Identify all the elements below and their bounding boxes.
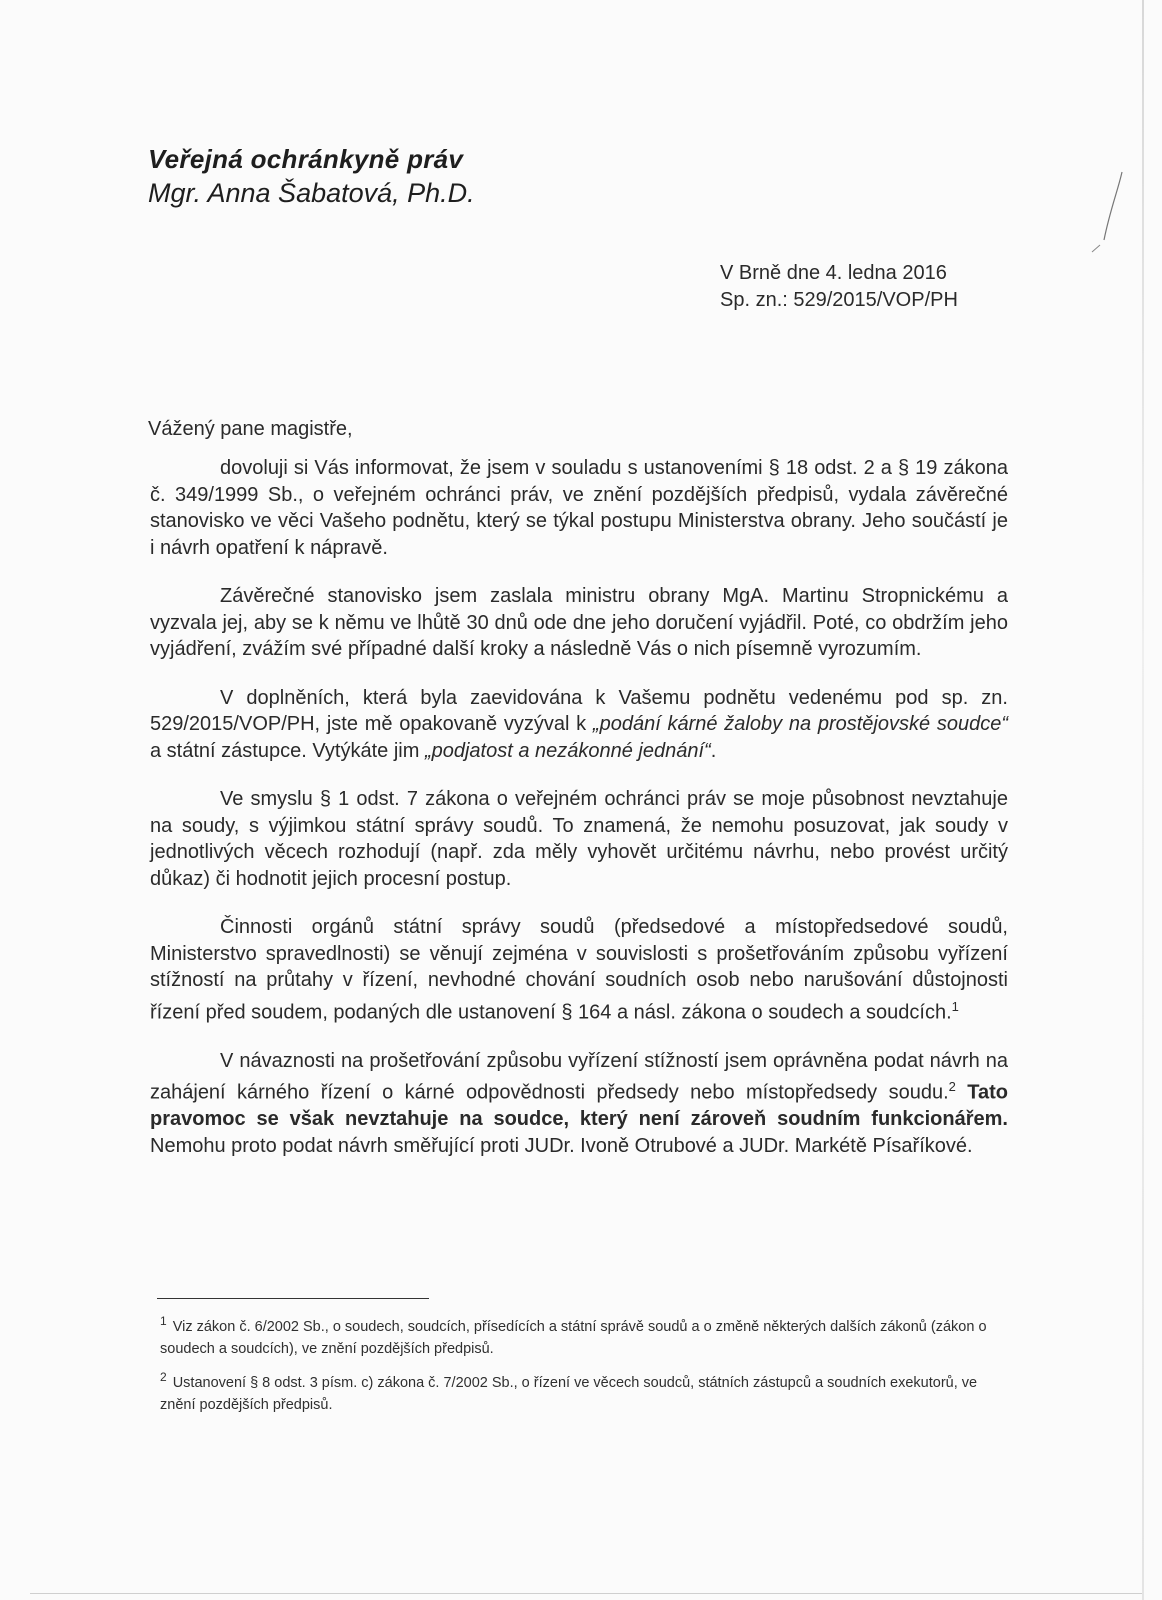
file-number: Sp. zn.: 529/2015/VOP/PH [720,289,958,311]
footnote-number: 1 [160,1314,167,1328]
paragraph-3-text-a: V doplněních, která byla zaevidována k Vašemu podnětu vedenému pod sp. zn. 529/2015/VOP/PH, jste mě opakovaně vyzýval k [150,686,1008,735]
paragraph-3-text-b: a státní zástupce. Vytýkáte jim [150,739,425,762]
footnote-ref-1: 1 [951,998,959,1014]
scan-edge-bottom [30,1593,1142,1594]
date-line: V Brně dne 4. ledna 2016 [720,262,947,284]
footnotes [160,1310,1010,1422]
paragraph-3-text-c: . [710,739,717,762]
footnote-text: Ustanovení § 8 odst. 3 písm. c) zákona č. 7/2002 Sb., o řízení ve věcech soudců, státních zástupců a soudních exekutorů, ve znění pozdějších předpisů. [160,1374,978,1413]
letterhead [148,143,475,211]
footnote-text: Viz zákon č. 6/2002 Sb., o soudech, soudcích, přísedících a státní správě soudů a o změně některých dalších zákonů (zákon o soudech a soudcích), ve znění pozdějších předpisů. [160,1318,987,1357]
paragraph-5-text: Činnosti orgánů státní správy soudů (předsedové a místopředsedové soudů, Ministerstvo spravedlnosti) se věnují zejména v souvislosti s prošetřováním způsobu vyřízení stížností na průtahy v řízení, nevhodné chování soudních osob nebo narušování důstojnosti řízení před soudem, podaných dle ustanovení § 164 a násl. zákona o soudech a soudcích. [150,916,1008,1024]
paragraph-1: dovoluji si Vás informovat, že jsem v souladu s ustanoveními § 18 odst. 2 a § 19 zákona č. 349/1999 Sb., o veřejném ochránci práv, ve znění pozdějších předpisů, vydala závěrečné stanovisko ve věci Vašeho podnětu, který se týkal postupu Ministerstva obrany. Jeho součástí je i návrh opatření k nápravě. [150,457,1008,559]
paragraph-6 [150,1048,1008,1160]
office-title: Veřejná ochránkyně práv [148,144,464,174]
paragraph-2: Závěrečné stanovisko jsem zaslala ministru obrany MgA. Martinu Stropnickému a vyzvala jej, aby se k němu ve lhůtě 30 dnů ode dne jeho doručení vyjádřil. Poté, co obdržím jeho vyjádření, zvážím své případné další kroky a následně Vás o nich písemně vyrozumím. [150,585,1008,660]
letter-body [150,455,1008,1159]
paragraph-6-bold: Tato pravomoc se však nevztahuje na soudce, který není zároveň soudním funkcionářem. [150,1081,1008,1131]
official-name: Mgr. Anna Šabatová, Ph.D. [148,178,475,208]
footnote-number: 2 [160,1369,167,1384]
footnote-ref-2: 2 [948,1079,956,1095]
footnote-divider [157,1298,429,1299]
paragraph-6-text-a: V návaznosti na prošetřování způsobu vyřízení stížností jsem oprávněna podat návrh na zahájení kárného řízení o kárné odpovědnosti předsedy nebo místopředsedy soudu. [150,1049,1008,1104]
footnote-2 [160,1366,1010,1416]
paragraph-5 [150,914,1008,1026]
quote-complaint-2: „podjatost a nezákonné jednání“ [424,739,711,762]
paragraph-3 [150,685,1008,765]
paragraph-4: Ve smyslu § 1 odst. 7 zákona o veřejném ochránci práv se moje působnost nevztahuje na soudy, s výjimkou státní správy soudů. To znamená, že nemohu posuzovat, jak soudy v jednotlivých věcech rozhodují (např. zda měly vyhovět určitému návrhu, nebo provést určitý důkaz) či hodnotit jejich procesní postup. [150,788,1008,890]
footnote-1 [160,1310,1010,1360]
scan-edge-right [1142,0,1144,1600]
quote-complaint-1: „podání kárné žaloby na prostějovské soudce“ [592,713,1008,735]
paragraph-6-text-c: Nemohu proto podat návrh směřující proti JUDr. Ivoně Otrubové a JUDr. Markétě Písaříkové. [150,1134,973,1157]
salutation: Vážený pane magistře, [148,418,353,440]
letter-meta [720,260,958,314]
pen-mark-doodle [1080,170,1130,270]
